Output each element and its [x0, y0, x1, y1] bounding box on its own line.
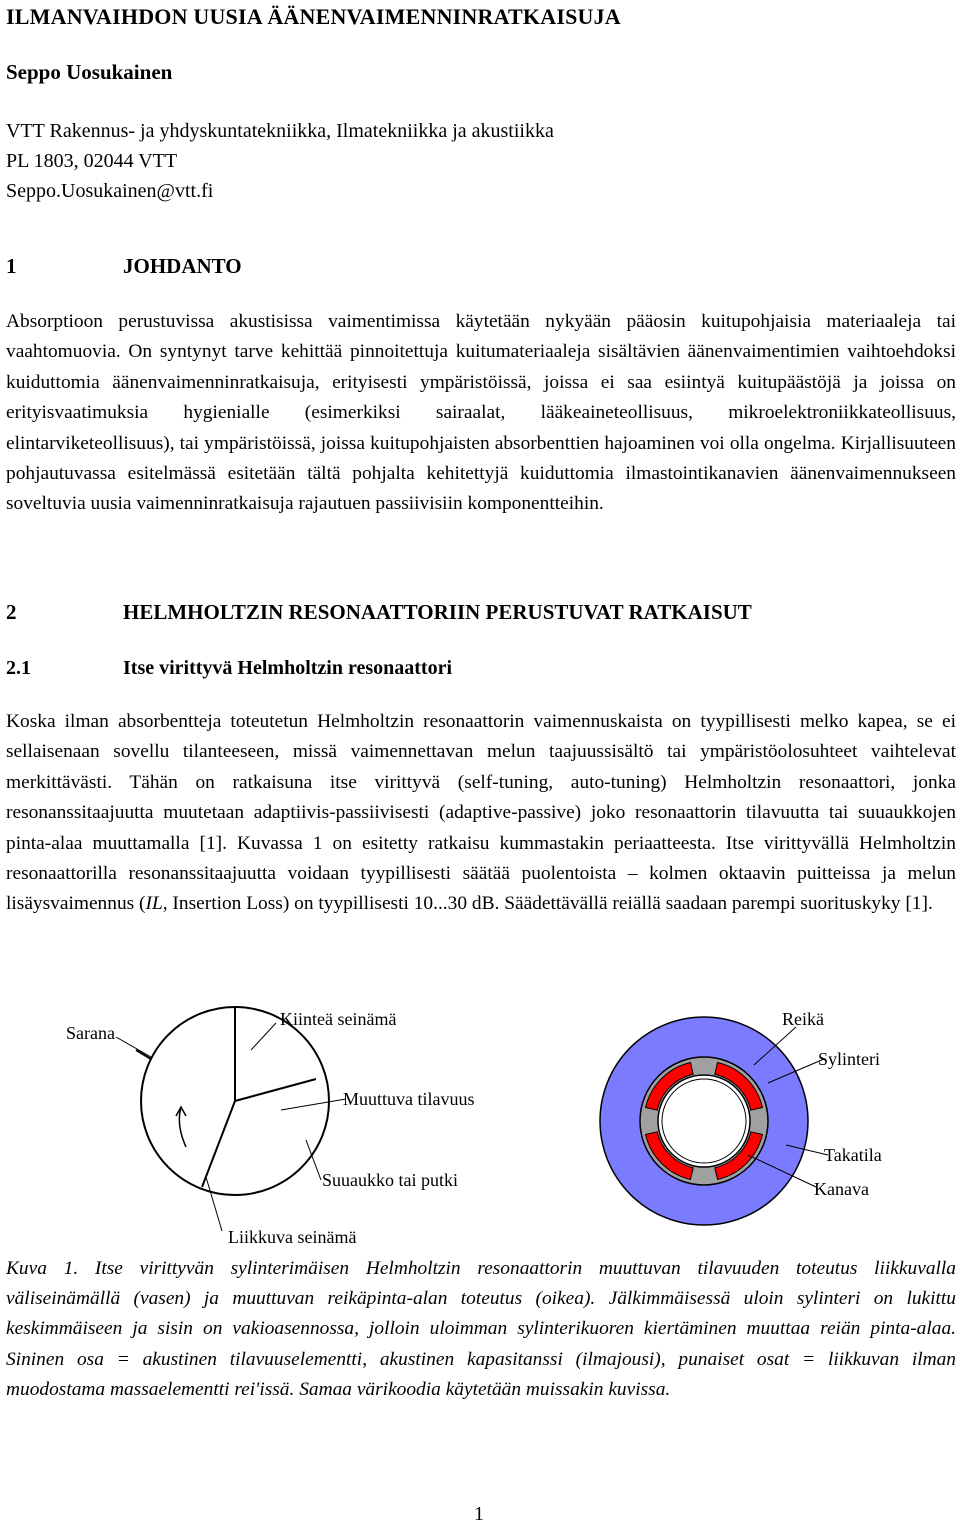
- figure-caption: Kuva 1. Itse virittyvän sylinterimäisen Helmholtzin resonaattorin muuttuvan tilavuuden toteutus liikkuvalla väliseinämällä (vasen) ja muuttuvan reikäpinta-alan toteutus (oikea). Jälkimmäisessä uloin sylinteri on lukittu keskimmäiseen ja sisin on vakioasennossa, jolloin uloimman sylinterikuoren kiertäminen muuttaa reiän pinta-alaa. Sininen osa = akustinen tilavuuselementti, akustinen kapasitanssi (ilmajousi), punaiset osat = liikkuvan ilman muodostama massaelementti rei'issä. Samaa värikoodia käytetään muissakin kuvissa.: [6, 1258, 956, 1400]
- affiliation-org: VTT Rakennus- ja yhdyskuntatekniikka, Ilmatekniikka ja akustiikka: [6, 120, 554, 142]
- variable-hole-diagram: [600, 1017, 808, 1225]
- label-takatila: Takatila: [824, 1145, 882, 1165]
- page-number: 1: [474, 1503, 484, 1525]
- figure-1-diagram: [6, 995, 956, 1255]
- insertion-loss-symbol: IL: [145, 893, 163, 915]
- duct-inner: [658, 1075, 750, 1167]
- affiliation-address: PL 1803, 02044 VTT: [6, 150, 178, 172]
- label-muuttuva-tilavuus: Muuttuva tilavuus: [343, 1089, 475, 1109]
- affiliation-block: [6, 116, 554, 206]
- section-number: 1: [6, 254, 17, 278]
- paper-title: ILMANVAIHDON UUSIA ÄÄNENVAIMENNINRATKAISUJA: [6, 4, 621, 29]
- label-kanava: Kanava: [814, 1179, 869, 1199]
- section-1-paragraph: Absorptioon perustuvissa akustisissa vaimentimissa käytetään nykyään pääosin kuitupohjaisia materiaaleja tai vaahtomuovia. On syntynyt tarve kehittää pinnoitettuja kuitumateriaaleja sisältävien äänenvaimentimien vaihtoehdoksi kuiduttomia äänenvaimenninratkaisuja, erityisesti ympäristöissä, joissa ei saa esiintyä kuitupäästöjä ja joissa on erityisvaatimuksia hygienialle (esimerkiksi sairaalat, lääkeaineteollisuus, mikroelektroniikkateollisuus, elintarviketeollisuus), tai ympäristöissä, joissa kuitupohjaisten absorbenttien hajoaminen voi olla ongelma. Kirjallisuuteen pohjautuvassa esitelmässä esitetään tältä pohjalta kehitettyjä kuiduttomia ilmastointikanavien äänenvaimennukseen soveltuvia uusia vaimenninratkaisuja rajautuen passiivisiin komponentteihin.: [6, 311, 956, 515]
- figure-1: [6, 995, 956, 1255]
- label-sylinteri: Sylinteri: [818, 1049, 880, 1069]
- author-name: Seppo Uosukainen: [6, 60, 173, 84]
- section-2-1-paragraph: [6, 707, 956, 920]
- section-number: 2: [6, 600, 17, 624]
- paragraph-text: , Insertion Loss) on tyypillisesti 10...30 dB. Säädettävällä reiällä saadaan parempi suorituskyky [1].: [162, 893, 933, 915]
- section-title: HELMHOLTZIN RESONAATTORIIN PERUSTUVAT RATKAISUT: [123, 600, 752, 624]
- label-liikkuva-seinama: Liikkuva seinämä: [228, 1227, 357, 1247]
- affiliation-email[interactable]: Seppo.Uosukainen@vtt.fi: [6, 180, 214, 202]
- paragraph-text: Koska ilman absorbentteja toteutetun Helmholtzin resonaattorin vaimennuskaista on tyypillisesti melko kapea, se ei sellaisenaan sovellu tilanteeseen, missä vaimennettavan melun taajuussisältö tai ympäristöolosuhteet vaihtelevat merkittävästi. Tähän on ratkaisuna itse virittyvä (self-tuning, auto-tuning) Helmholtzin resonaattori, jonka resonanssitaajuutta muutetaan adaptiivis-passiivisesti (adaptive-passive) joko resonaattorin tilavuutta tai suuaukkojen pinta-alaa muuttamalla [1]. Kuvassa 1 on esitetty ratkaisu kummastakin periaatteesta. Itse virittyvällä Helmholtzin resonaattorilla resonanssitaajuutta voidaan tyypillisesti säätää puolentoista – kolmen oktaavin puitteissa ja melun lisäysvaimennus (: [6, 711, 956, 915]
- section-title: JOHDANTO: [123, 254, 242, 278]
- label-sarana: Sarana: [66, 1023, 115, 1043]
- neck-stub: [136, 1050, 151, 1059]
- section-1-heading: [6, 254, 242, 279]
- label-reika: Reikä: [782, 1009, 824, 1029]
- leader-sarana: [116, 1037, 151, 1057]
- section-number: 2.1: [6, 657, 31, 679]
- section-title: Itse virittyvä Helmholtzin resonaattori: [123, 657, 453, 679]
- section-2-1-heading: [6, 657, 452, 680]
- label-kiintea-seinama: Kiinteä seinämä: [280, 1009, 397, 1029]
- label-suuaukko: Suuaukko tai putki: [322, 1170, 458, 1190]
- section-2-heading: [6, 600, 752, 625]
- variable-volume-diagram: [66, 1007, 475, 1247]
